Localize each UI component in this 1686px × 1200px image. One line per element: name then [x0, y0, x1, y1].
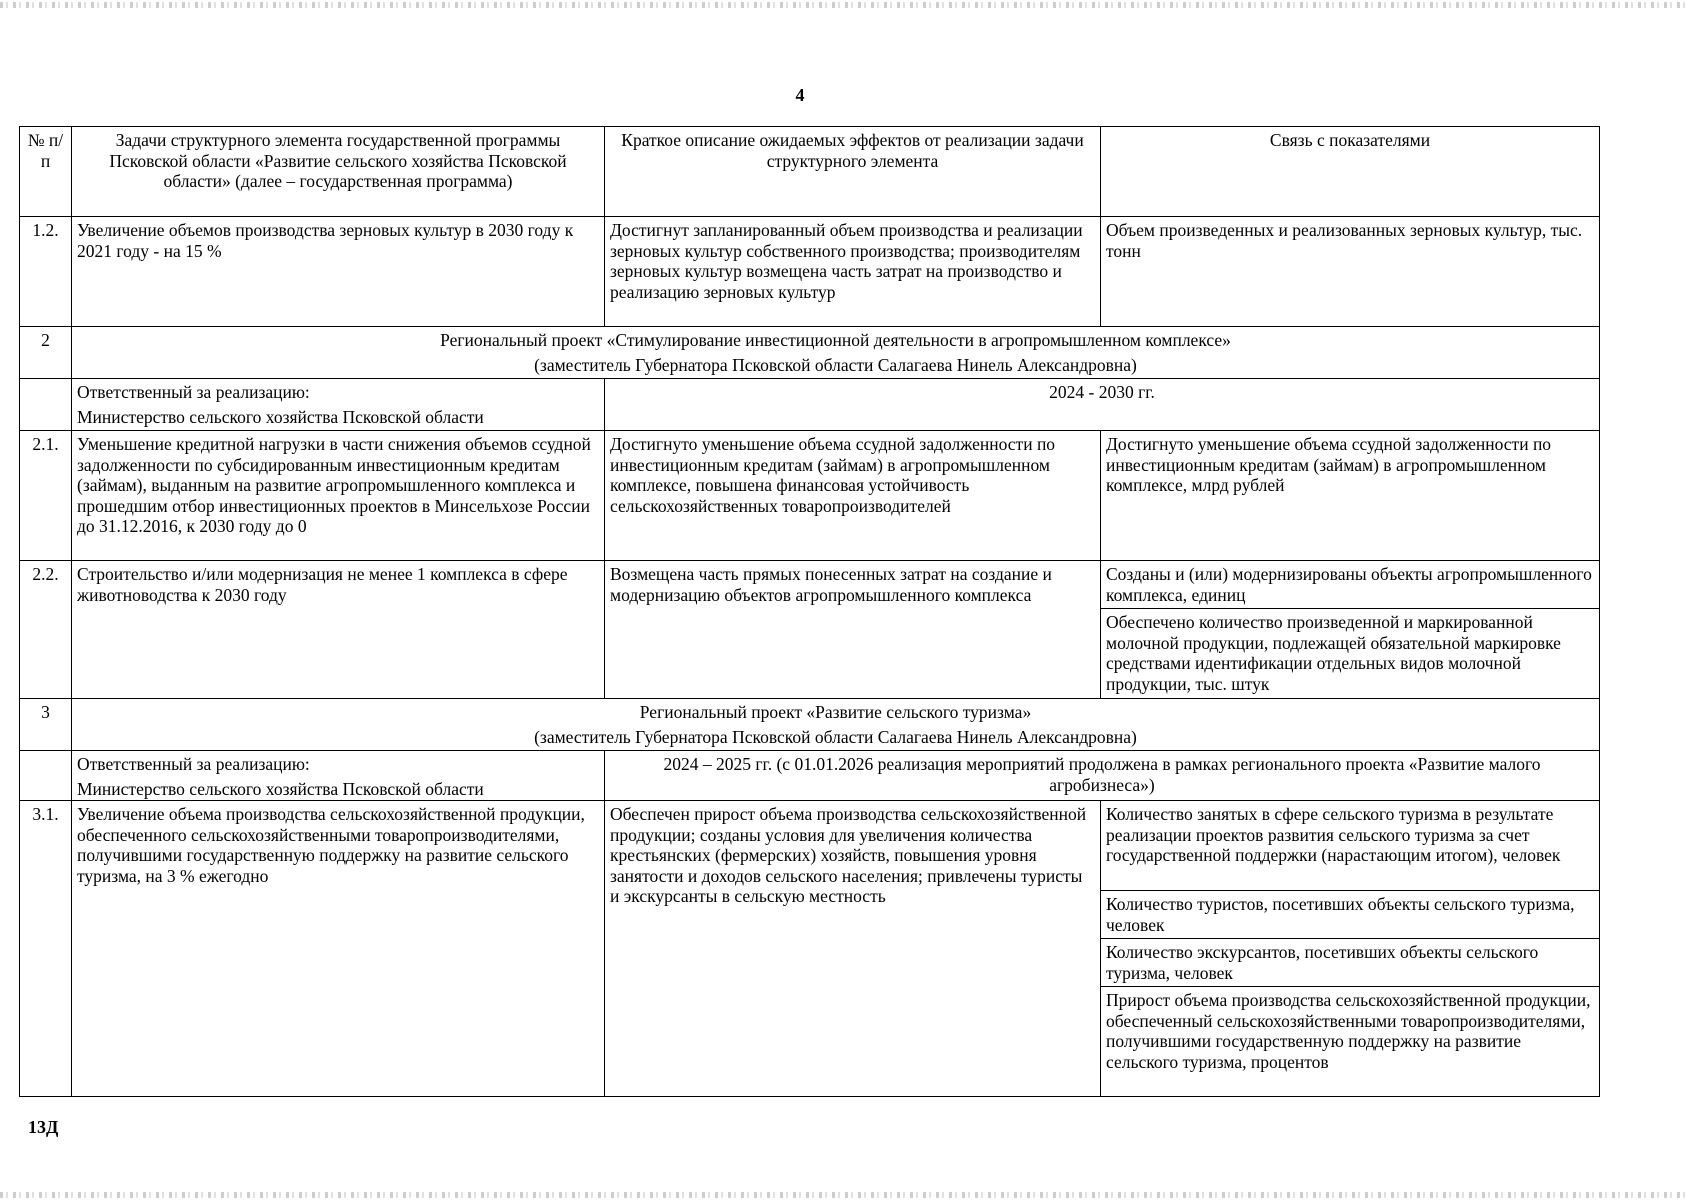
scan-edge-bottom — [0, 1192, 1686, 1198]
footer-code: 13Д — [28, 1117, 59, 1137]
section-deputy: (заместитель Губернатора Псковской области Салагаева Нинель Александровна) — [534, 726, 1137, 747]
period-cell: 2024 - 2030 гг. — [605, 379, 1600, 431]
table-row-2-1 — [20, 431, 1600, 561]
indicator-cell: Объем произведенных и реализованных зерновых культур, тыс. тонн — [1101, 217, 1600, 327]
section-3-header-row — [20, 699, 1600, 751]
header-tasks: Задачи структурного элемента государственной программы Псковской области «Развитие сельского хозяйства Псковской области» (далее – государственная программа) — [72, 127, 605, 217]
empty-cell — [20, 751, 72, 801]
section-2-responsible-row — [20, 379, 1600, 431]
indicator-cell: Обеспечено количество произведенной и маркированной молочной продукции, подлежащей обязательной маркировке средствами идентификации отдельных видов молочной продукции, тыс. штук — [1101, 609, 1600, 699]
section-title-cell — [72, 327, 1600, 379]
empty-cell — [20, 379, 72, 431]
table-row-3-1 — [20, 801, 1600, 891]
row-number: 3.1. — [20, 801, 72, 1097]
section-2-header-row — [20, 327, 1600, 379]
header-num: № п/п — [20, 127, 72, 217]
section-title: Региональный проект «Развитие сельского туризма» — [639, 702, 1032, 722]
task-cell: Увеличение объема производства сельскохозяйственной продукции, обеспеченного сельскохозяйственными товаропроизводителями, получившими государственную поддержку на развитие сельского туризма, на 3 % ежегодно — [72, 801, 605, 1097]
section-title-cell — [72, 699, 1600, 751]
indicator-cell: Количество экскурсантов, посетивших объекты сельского туризма, человек — [1101, 939, 1600, 987]
responsible-cell — [72, 379, 605, 431]
section-number: 2 — [20, 327, 72, 379]
header-effects: Краткое описание ожидаемых эффектов от реализации задачи структурного элемента — [605, 127, 1101, 217]
section-number: 3 — [20, 699, 72, 751]
indicator-cell: Прирост объема производства сельскохозяйственной продукции, обеспеченный сельскохозяйственными товаропроизводителями, получившими государственную поддержку на развитие сельского туризма, процентов — [1101, 987, 1600, 1097]
responsible-label: Ответственный за реализацию: — [77, 382, 310, 402]
indicator-cell: Количество занятых в сфере сельского туризма в результате реализации проектов развития сельского туризма за счет государственной поддержки (нарастающим итогом), человек — [1101, 801, 1600, 891]
responsible-org: Министерство сельского хозяйства Псковской области — [77, 406, 484, 427]
section-deputy: (заместитель Губернатора Псковской области Салагаева Нинель Александровна) — [534, 354, 1137, 375]
indicator-cell: Количество туристов, посетивших объекты сельского туризма, человек — [1101, 891, 1600, 939]
table-row-1-2 — [20, 217, 1600, 327]
task-cell: Увеличение объемов производства зерновых культур в 2030 году к 2021 году - на 15 % — [72, 217, 605, 327]
effect-cell: Достигнуто уменьшение объема ссудной задолженности по инвестиционным кредитам (займам) в агропромышленном комплексе, повышена финансовая устойчивость сельскохозяйственных товаропроизводителей — [605, 431, 1101, 561]
indicator-cell: Достигнуто уменьшение объема ссудной задолженности по инвестиционным кредитам (займам) в агропромышленном комплексе, млрд рублей — [1101, 431, 1600, 561]
section-title: Региональный проект «Стимулирование инвестиционной деятельности в агропромышленном комплексе» — [440, 330, 1231, 350]
task-cell: Строительство и/или модернизация не менее 1 комплекса в сфере животноводства к 2030 году — [72, 561, 605, 699]
table-header-row — [20, 127, 1600, 217]
row-number: 2.2. — [20, 561, 72, 699]
responsible-cell — [72, 751, 605, 801]
effect-cell: Обеспечен прирост объема производства сельскохозяйственной продукции; созданы условия для увеличения количества крестьянских (фермерских) хозяйств, повышения уровня занятости и доходов сельского населения; привлечены туристы и экскурсанты в сельскую местность — [605, 801, 1101, 1097]
task-cell: Уменьшение кредитной нагрузки в части снижения объемов ссудной задолженности по субсидированным инвестиционным кредитам (займам), выданным на развитие агропромышленного комплекса и прошедшим отбор инвестиционных проектов в Минсельхозе России до 31.12.2016, к 2030 году до 0 — [72, 431, 605, 561]
responsible-label: Ответственный за реализацию: — [77, 754, 310, 774]
row-number: 2.1. — [20, 431, 72, 561]
period-cell: 2024 – 2025 гг. (с 01.01.2026 реализация мероприятий продолжена в рамках регионального проекта «Развитие малого агробизнеса») — [605, 751, 1600, 801]
indicator-cell: Созданы и (или) модернизированы объекты агропромышленного комплекса, единиц — [1101, 561, 1600, 609]
section-3-responsible-row — [20, 751, 1600, 801]
header-indicators: Связь с показателями — [1101, 127, 1600, 217]
goals-table — [19, 126, 1600, 1097]
effect-cell: Достигнут запланированный объем производства и реализации зерновых культур собственного производства; производителям зерновых культур возмещена часть затрат на производство и реализацию зерновых культур — [605, 217, 1101, 327]
scan-edge-top — [0, 2, 1686, 8]
effect-cell: Возмещена часть прямых понесенных затрат на создание и модернизацию объектов агропромышленного комплекса — [605, 561, 1101, 699]
page-number: 4 — [795, 85, 805, 105]
table-row-2-2 — [20, 561, 1600, 609]
row-number: 1.2. — [20, 217, 72, 327]
responsible-org: Министерство сельского хозяйства Псковской области — [77, 778, 484, 799]
